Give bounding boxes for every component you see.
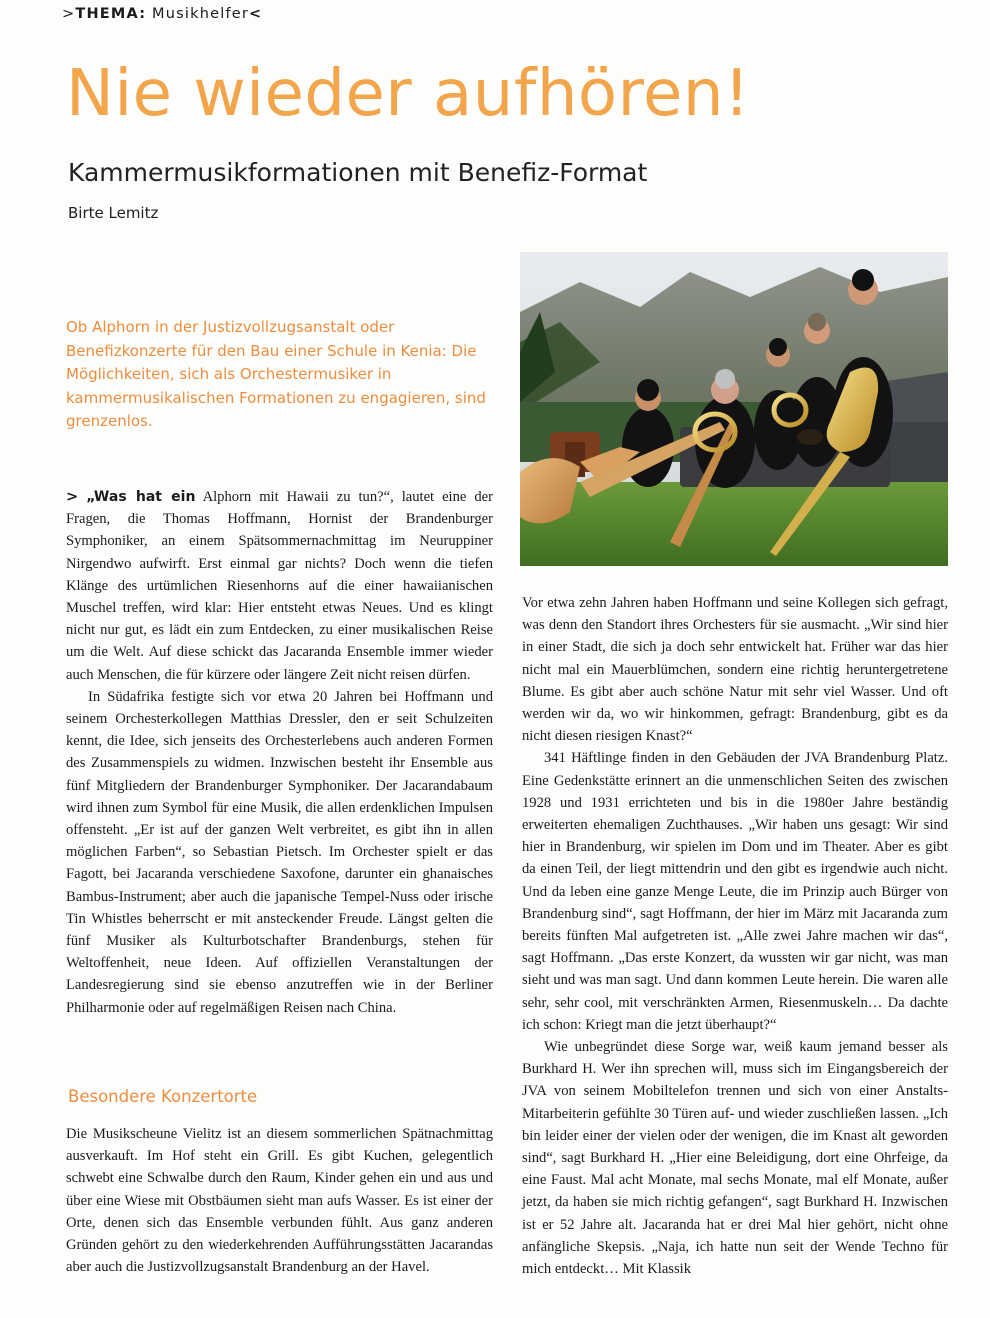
marker-right: < (249, 6, 263, 22)
section-heading: Besondere Konzertorte (68, 1087, 258, 1106)
headline: Nie wieder aufhören! (66, 57, 751, 131)
marker-left: > (62, 6, 76, 22)
body-marker: > (66, 488, 79, 505)
ensemble-photo (520, 252, 948, 566)
section-label (62, 6, 262, 22)
paragraph-4: Vor etwa zehn Jahren haben Hoffmann und seine Kollegen sich gefragt, was denn den Standort ihres Orchesters für sie ausmacht. „Wir sind hier in einer Stadt, die sich ja doch sehr entwickelt hat. Früher war das hier nicht mal ein Mauerblümchen, sondern eine richtig heruntergetretene Blume. Es gibt aber auch schöne Natur mit sehr viel Wasser. Und oft werden wir da, wo wir hinkommen, gefragt: Brandenburg, gibt es da nicht diesen riesigen Knast?“ (522, 595, 948, 745)
paragraph-6: Wie unbegründet diese Sorge war, weiß kaum jemand besser als Burkhard H. Wer ihn sprechen will, muss sich im Eingangsbereich der JVA von seinem Mobiltelefon trennen und sich von einer Anstalts-Mitarbeiterin gefühlte 30 Türen auf- und wieder zuschließen lassen. „Ich bin leider einer der vielen oder der wenigen, die im Knast alt geworden sind“, sagt Burkhard H. „Hier eine Beleidigung, dort eine Ohrfeige, da eine Faust. Mal acht Monate, mal sechs Monate, mal elf Monate, außer jetzt, da haben sie mich richtig gefangen“, sagt Burkhard H. Inzwischen ist er 52 Jahre alt. Jacaranda hat er drei Mal hier gehört, nicht ohne anfängliche Skepsis. „Naja, ich hatte nun seit der Wende Techno für mich entdeckt… Mit Klassik (522, 1039, 948, 1278)
author-byline: Birte Lemitz (68, 204, 159, 222)
lead-paragraph: Ob Alphorn in der Justizvollzugsanstalt oder Benefizkonzerte für den Bau einer Schule in Kenia: Die Möglichkeiten, sich als Orchestermusiker in kammermusikalischen Formationen zu engagieren, sind grenzenlos. (66, 318, 486, 430)
article-column-right (522, 592, 948, 1280)
lead-in: „Was hat ein (86, 489, 196, 505)
section-topic: Musikhelfer (152, 6, 250, 22)
paragraph-3: Die Musikscheune Vielitz ist an diesem sommerlichen Spätnachmittag ausverkauft. Im Hof steht ein Grill. Es gibt Kuchen, gelegentlich schwebt eine Schwalbe durch den Raum, Kinder gehen ein und aus und über eine Wiese mit Obstbäumen sieht man aufs Wasser. Es ist einer der Orte, denen sich das Ensemble verbunden fühlt. Aus ganz anderen Gründen gehört zu den wiederkehrenden Aufführungsstätten Jacarandas aber auch die Justizvollzugsanstalt Brandenburg an der Havel. (66, 1126, 493, 1276)
subtitle: Kammermusikformationen mit Benefiz-Format (68, 158, 648, 187)
section-label-text: THEMA: (75, 6, 147, 22)
article-column-left-top (66, 486, 493, 1019)
paragraph-5: 341 Häftlinge finden in den Gebäuden der JVA Brandenburg Platz. Eine Gedenkstätte erinnert an die unmenschlichen Seiten des zwischen 1928 und 1931 errichteten und bis in die 1980er Jahre beständig erweiterten ehemaligen Zuchthauses. „Wir haben uns gesagt: Wir sind hier in Brandenburg, wir spielen im Dom und im Theater. Aber es gibt da einen Teil, der liegt mittendrin und den gibt es irgendwie auch nicht. Und da leben eine ganze Menge Leute, die im Prinzip auch Bürger von Brandenburg sind“, sagt Hoffmann, der hier im März mit Jacaranda zum bereits fünften Mal aufgetreten ist. „Alle zwei Jahre machen wir das“, sagt Hoffmann. „Das erste Konzert, da wussten wir gar nicht, was man sieht und was man sagt. Und dann kommen Leute herein. Die waren alle sehr, sehr cool, mit verschränkten Armen, Riesenmuskeln… Da dachte ich schon: Kriegt man die jetzt überhaupt?“ (522, 750, 948, 1033)
paragraph-1-text: Alphorn mit Hawaii zu tun?“, lautet eine der Fragen, die Thomas Hoffmann, Hornist der Brandenburger Symphoniker, an einem Spätsommernachmittag im Neuruppiner Nirgendwo aufwirft. Erst einmal gar nichts? Doch wenn die tiefen Klänge des urtümlichen Riesenhorns auf die einer hawaiianischen Muschel treffen, wird klar: Hier entsteht etwas Neues. Und es klingt nicht nur gut, es lädt ein zum Entdecken, zu einer musikalischen Reise um die Welt. Auf diese schickt das Jacaranda Ensemble immer wieder auch Menschen, die für kürzere oder längere Zeit nicht reisen dürfen. (66, 489, 493, 683)
paragraph-1 (66, 486, 493, 686)
paragraph-2: In Südafrika festigte sich vor etwa 20 Jahren bei Hoffmann und seinem Orchesterkollegen Matthias Dressler, den er seit Schulzeiten kennt, die Idee, sich jenseits des Orchesterlebens auch anderen Formen des Zusammenspiels zu widmen. Inzwischen besteht ihr Ensemble aus fünf Mitgliedern der Brandenburger Symphoniker. Der Jacarandabaum wird ihnen zum Symbol für eine Musik, die allen erdenklichen Impulsen offensteht. „Er ist auf der ganzen Welt verbreitet, es gibt ihn in allen möglichen Farben“, so Sebastian Pietsch. Im Orchester spielt er das Fagott, bei Jacaranda verschiedene Saxofone, darunter ein ghanaisches Bambus-Instrument; aber auch die japanische Tempel-Nuss oder irische Tin Whistles beherrscht er mit ansteckender Freude. Längst gelten die fünf Musiker als Kulturbotschafter Brandenburgs, stehen für Weltoffenheit, neue Ideen. Auf offiziellen Veranstaltungen der Landesregierung sind sie ebenso anzutreffen wie in der Berliner Philharmonie oder auf regelmäßigen Reisen nach China. (66, 688, 493, 1016)
article-column-left-bottom (66, 1123, 493, 1278)
